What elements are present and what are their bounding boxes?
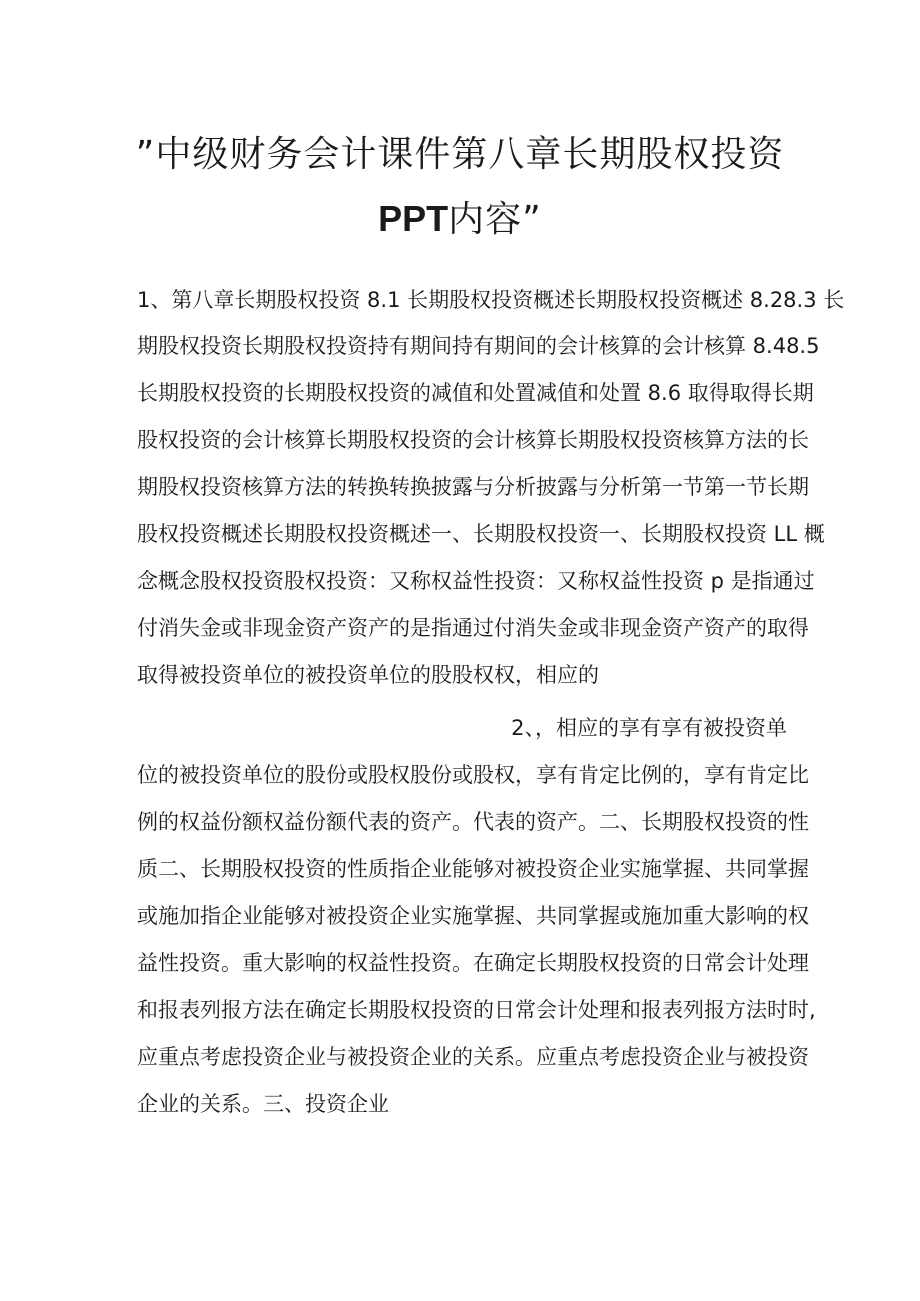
paragraph-1-line-5: 期股权投资核算方法的转换转换披露与分析披露与分析第一节第一节长期 [137,475,809,499]
paragraph-2-line-9: 企业的关系。三、投资企业 [137,1092,389,1116]
paragraph-1-line-6: 股权投资概述长期股权投资概述一、长期股权投资一、长期股权投资 LL 概 [137,522,825,546]
paragraph-1-line-8: 付消失金或非现金资产资产的是指通过付消失金或非现金资产资产的取得 [137,616,809,640]
paragraph-1-line-2: 期股权投资长期股权投资持有期间持有期间的会计核算的会计核算 8.48.5 [137,334,820,358]
paragraph-2-line-2: 位的被投资单位的股份或股权股份或股权，享有肯定比例的，享有肯定比 [137,763,809,787]
paragraph-2-line-7: 和报表列报方法在确定长期股权投资的日常会计处理和报表列报方法时时, [137,998,816,1022]
paragraph-2-line-4: 质二、长期股权投资的性质指企业能够对被投资企业实施掌握、共同掌握 [137,857,809,881]
paragraph-1-line-4: 股权投资的会计核算长期股权投资的会计核算长期股权投资核算方法的长 [137,428,809,452]
paragraph-2-line-5: 或施加指企业能够对被投资企业实施掌握、共同掌握或施加重大影响的权 [137,904,809,928]
paragraph-2-line-3: 例的权益份额权益份额代表的资产。代表的资产。二、长期股权投资的性 [137,810,809,834]
paragraph-1-line-1: 1、第八章长期股权投资 8.1 长期股权投资概述长期股权投资概述 8.28.3 长 [137,288,845,312]
paragraph-1-line-9: 取得被投资单位的被投资单位的股股权权，相应的 [137,663,599,687]
title-line-2 [120,197,800,242]
paragraph-2-line-1: 2、，相应的享有享有被投资单 [511,716,787,740]
paragraph-2-line-8: 应重点考虑投资企业与被投资企业的关系。应重点考虑投资企业与被投资 [137,1045,809,1069]
title-ppt: PPT [378,198,449,239]
paragraph-1-line-7: 念概念股权投资股权投资：又称权益性投资：又称权益性投资 p 是指通过 [137,569,815,593]
paragraph-1-line-3: 长期股权投资的长期股权投资的减值和处置减值和处置 8.6 取得取得长期 [137,381,814,405]
title-line-1: ”中级财务会计课件第八章长期股权投资 [135,134,785,175]
paragraph-2-line-6: 益性投资。重大影响的权益性投资。在确定长期股权投资的日常会计处理 [137,951,809,975]
title-suffix: 内容” [448,199,542,240]
